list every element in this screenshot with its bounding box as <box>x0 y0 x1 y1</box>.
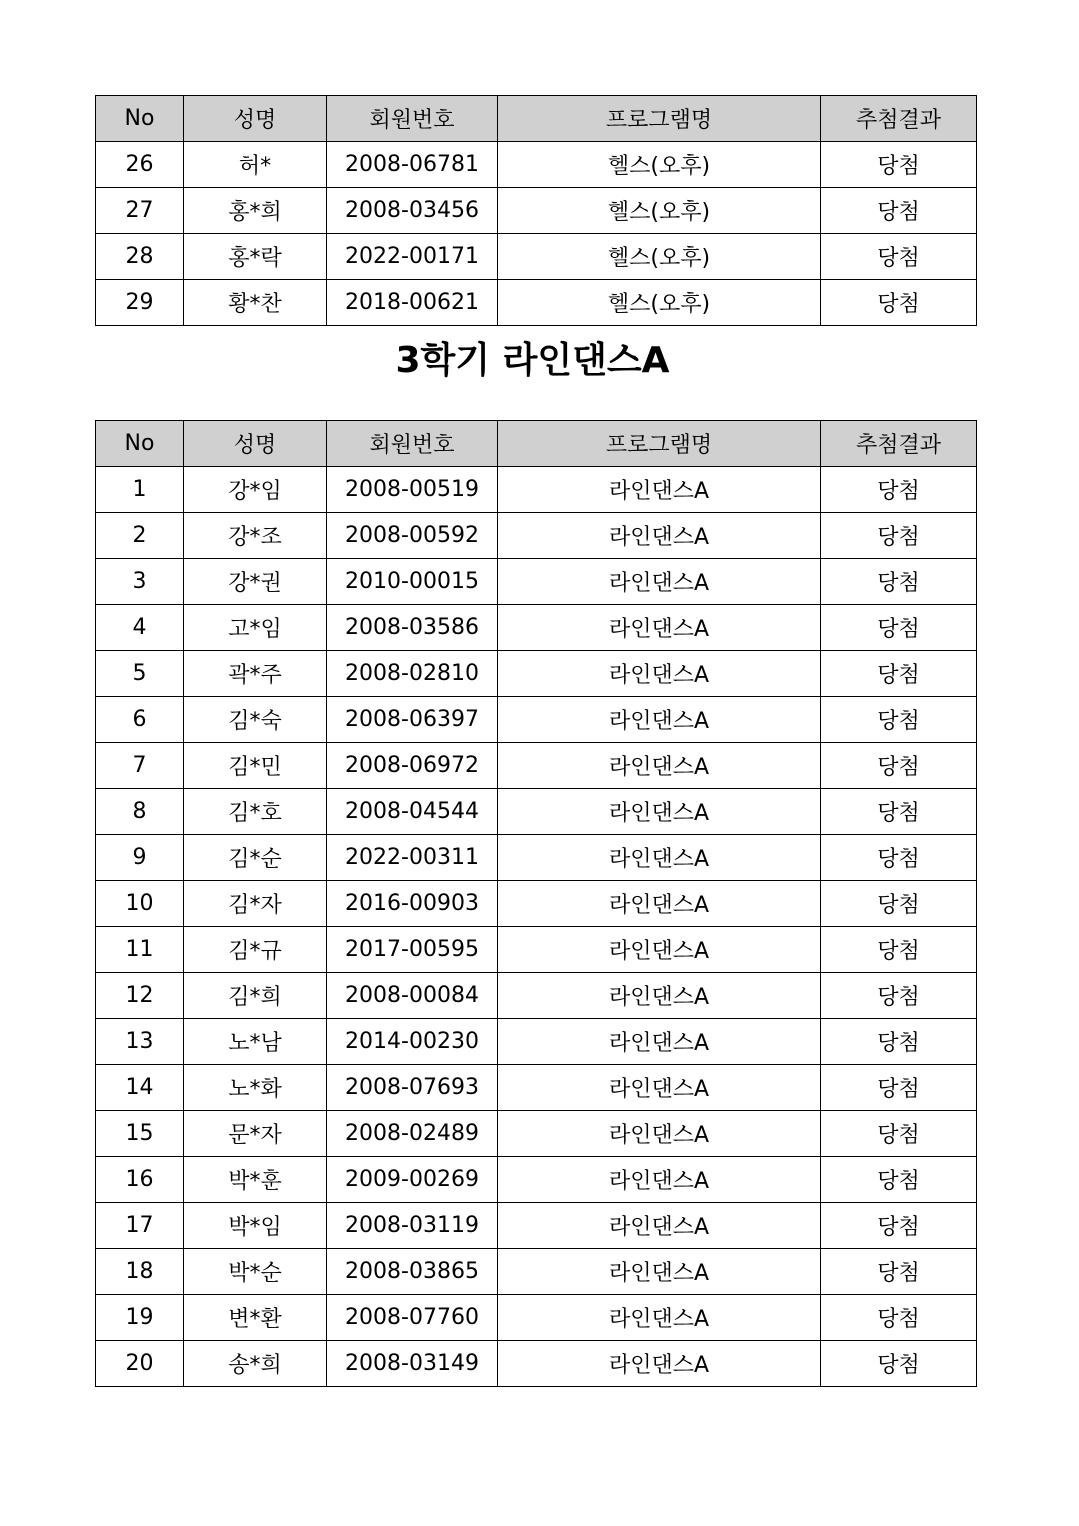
cell-name: 김*숙 <box>184 697 327 743</box>
results-table-health-afternoon <box>95 95 977 326</box>
table-row <box>96 973 977 1019</box>
header-name: 성명 <box>184 96 327 142</box>
cell-program-name: 라인댄스A <box>498 1249 821 1295</box>
cell-no: 29 <box>96 280 184 326</box>
cell-name: 변*환 <box>184 1295 327 1341</box>
table-row <box>96 1065 977 1111</box>
cell-program-name: 헬스(오후) <box>498 280 821 326</box>
cell-program-name: 라인댄스A <box>498 743 821 789</box>
cell-draw-result: 당첨 <box>821 1157 977 1203</box>
header-no: No <box>96 96 184 142</box>
header-program-name: 프로그램명 <box>498 96 821 142</box>
cell-program-name: 헬스(오후) <box>498 188 821 234</box>
cell-draw-result: 당첨 <box>821 835 977 881</box>
cell-member-number: 2014-00230 <box>327 1019 498 1065</box>
table-row <box>96 1019 977 1065</box>
cell-no: 15 <box>96 1111 184 1157</box>
cell-member-number: 2008-07760 <box>327 1295 498 1341</box>
cell-no: 8 <box>96 789 184 835</box>
header-row <box>96 421 977 467</box>
cell-name: 강*조 <box>184 513 327 559</box>
cell-draw-result: 당첨 <box>821 789 977 835</box>
cell-member-number: 2022-00171 <box>327 234 498 280</box>
cell-program-name: 라인댄스A <box>498 1019 821 1065</box>
table-row <box>96 651 977 697</box>
cell-name: 노*화 <box>184 1065 327 1111</box>
table-row <box>96 835 977 881</box>
cell-no: 12 <box>96 973 184 1019</box>
cell-name: 홍*락 <box>184 234 327 280</box>
cell-draw-result: 당첨 <box>821 743 977 789</box>
cell-name: 송*희 <box>184 1341 327 1387</box>
cell-name: 노*남 <box>184 1019 327 1065</box>
cell-no: 14 <box>96 1065 184 1111</box>
cell-member-number: 2022-00311 <box>327 835 498 881</box>
table-row <box>96 188 977 234</box>
table-row <box>96 280 977 326</box>
table-row <box>96 1249 977 1295</box>
cell-no: 7 <box>96 743 184 789</box>
cell-draw-result: 당첨 <box>821 1341 977 1387</box>
cell-draw-result: 당첨 <box>821 513 977 559</box>
cell-member-number: 2008-03865 <box>327 1249 498 1295</box>
cell-member-number: 2008-04544 <box>327 789 498 835</box>
cell-program-name: 라인댄스A <box>498 1341 821 1387</box>
table-row <box>96 1111 977 1157</box>
cell-no: 27 <box>96 188 184 234</box>
cell-program-name: 라인댄스A <box>498 651 821 697</box>
cell-program-name: 라인댄스A <box>498 467 821 513</box>
cell-no: 1 <box>96 467 184 513</box>
cell-name: 문*자 <box>184 1111 327 1157</box>
cell-program-name: 라인댄스A <box>498 789 821 835</box>
cell-member-number: 2008-06397 <box>327 697 498 743</box>
cell-member-number: 2008-03149 <box>327 1341 498 1387</box>
cell-draw-result: 당첨 <box>821 1019 977 1065</box>
cell-draw-result: 당첨 <box>821 280 977 326</box>
cell-name: 박*훈 <box>184 1157 327 1203</box>
cell-draw-result: 당첨 <box>821 927 977 973</box>
cell-member-number: 2008-07693 <box>327 1065 498 1111</box>
cell-draw-result: 당첨 <box>821 1203 977 1249</box>
cell-no: 9 <box>96 835 184 881</box>
cell-no: 19 <box>96 1295 184 1341</box>
cell-draw-result: 당첨 <box>821 881 977 927</box>
cell-no: 4 <box>96 605 184 651</box>
cell-no: 2 <box>96 513 184 559</box>
cell-name: 김*호 <box>184 789 327 835</box>
results-table-line-dance-a <box>95 420 977 1387</box>
cell-no: 3 <box>96 559 184 605</box>
cell-program-name: 라인댄스A <box>498 513 821 559</box>
cell-draw-result: 당첨 <box>821 1295 977 1341</box>
cell-name: 김*규 <box>184 927 327 973</box>
cell-member-number: 2016-00903 <box>327 881 498 927</box>
table-row <box>96 559 977 605</box>
cell-member-number: 2008-03456 <box>327 188 498 234</box>
table-row <box>96 1295 977 1341</box>
table-row <box>96 697 977 743</box>
table-row <box>96 1203 977 1249</box>
cell-draw-result: 당첨 <box>821 651 977 697</box>
cell-member-number: 2008-02810 <box>327 651 498 697</box>
cell-name: 고*임 <box>184 605 327 651</box>
header-draw-result: 추첨결과 <box>821 96 977 142</box>
cell-member-number: 2018-00621 <box>327 280 498 326</box>
cell-no: 5 <box>96 651 184 697</box>
header-draw-result: 추첨결과 <box>821 421 977 467</box>
cell-program-name: 라인댄스A <box>498 973 821 1019</box>
cell-program-name: 라인댄스A <box>498 697 821 743</box>
cell-no: 16 <box>96 1157 184 1203</box>
cell-no: 28 <box>96 234 184 280</box>
header-program-name: 프로그램명 <box>498 421 821 467</box>
header-row <box>96 96 977 142</box>
cell-no: 17 <box>96 1203 184 1249</box>
cell-program-name: 라인댄스A <box>498 1065 821 1111</box>
cell-no: 18 <box>96 1249 184 1295</box>
cell-member-number: 2008-03586 <box>327 605 498 651</box>
cell-program-name: 라인댄스A <box>498 881 821 927</box>
header-member-number: 회원번호 <box>327 96 498 142</box>
cell-no: 13 <box>96 1019 184 1065</box>
cell-name: 김*순 <box>184 835 327 881</box>
cell-draw-result: 당첨 <box>821 234 977 280</box>
cell-name: 김*희 <box>184 973 327 1019</box>
cell-program-name: 라인댄스A <box>498 1295 821 1341</box>
section-title: 3학기 라인댄스A <box>395 340 670 381</box>
cell-program-name: 라인댄스A <box>498 605 821 651</box>
header-no: No <box>96 421 184 467</box>
cell-no: 11 <box>96 927 184 973</box>
cell-member-number: 2008-00519 <box>327 467 498 513</box>
cell-no: 6 <box>96 697 184 743</box>
cell-program-name: 라인댄스A <box>498 1203 821 1249</box>
table-row <box>96 881 977 927</box>
cell-member-number: 2008-00084 <box>327 973 498 1019</box>
cell-member-number: 2010-00015 <box>327 559 498 605</box>
cell-name: 황*찬 <box>184 280 327 326</box>
table-row <box>96 743 977 789</box>
table-row <box>96 513 977 559</box>
table-row <box>96 467 977 513</box>
cell-member-number: 2008-00592 <box>327 513 498 559</box>
table-row <box>96 789 977 835</box>
cell-draw-result: 당첨 <box>821 467 977 513</box>
table-body <box>96 142 977 326</box>
cell-program-name: 라인댄스A <box>498 1111 821 1157</box>
table-row <box>96 142 977 188</box>
cell-name: 곽*주 <box>184 651 327 697</box>
cell-draw-result: 당첨 <box>821 605 977 651</box>
cell-draw-result: 당첨 <box>821 559 977 605</box>
cell-program-name: 라인댄스A <box>498 927 821 973</box>
cell-program-name: 헬스(오후) <box>498 142 821 188</box>
cell-name: 허* <box>184 142 327 188</box>
cell-program-name: 라인댄스A <box>498 559 821 605</box>
cell-name: 김*민 <box>184 743 327 789</box>
cell-no: 20 <box>96 1341 184 1387</box>
cell-draw-result: 당첨 <box>821 1111 977 1157</box>
header-name: 성명 <box>184 421 327 467</box>
cell-draw-result: 당첨 <box>821 1249 977 1295</box>
cell-name: 박*임 <box>184 1203 327 1249</box>
table-row <box>96 927 977 973</box>
cell-member-number: 2017-00595 <box>327 927 498 973</box>
cell-name: 강*권 <box>184 559 327 605</box>
cell-program-name: 라인댄스A <box>498 835 821 881</box>
cell-member-number: 2008-03119 <box>327 1203 498 1249</box>
cell-member-number: 2008-06972 <box>327 743 498 789</box>
header-member-number: 회원번호 <box>327 421 498 467</box>
table-body <box>96 467 977 1387</box>
cell-draw-result: 당첨 <box>821 188 977 234</box>
cell-program-name: 헬스(오후) <box>498 234 821 280</box>
cell-member-number: 2009-00269 <box>327 1157 498 1203</box>
cell-draw-result: 당첨 <box>821 697 977 743</box>
table-row <box>96 605 977 651</box>
table-row <box>96 1157 977 1203</box>
cell-member-number: 2008-02489 <box>327 1111 498 1157</box>
cell-program-name: 라인댄스A <box>498 1157 821 1203</box>
cell-member-number: 2008-06781 <box>327 142 498 188</box>
table-row <box>96 234 977 280</box>
cell-no: 26 <box>96 142 184 188</box>
table-row <box>96 1341 977 1387</box>
cell-draw-result: 당첨 <box>821 1065 977 1111</box>
cell-draw-result: 당첨 <box>821 973 977 1019</box>
cell-no: 10 <box>96 881 184 927</box>
cell-name: 김*자 <box>184 881 327 927</box>
cell-draw-result: 당첨 <box>821 142 977 188</box>
cell-name: 강*임 <box>184 467 327 513</box>
cell-name: 박*순 <box>184 1249 327 1295</box>
cell-name: 홍*희 <box>184 188 327 234</box>
